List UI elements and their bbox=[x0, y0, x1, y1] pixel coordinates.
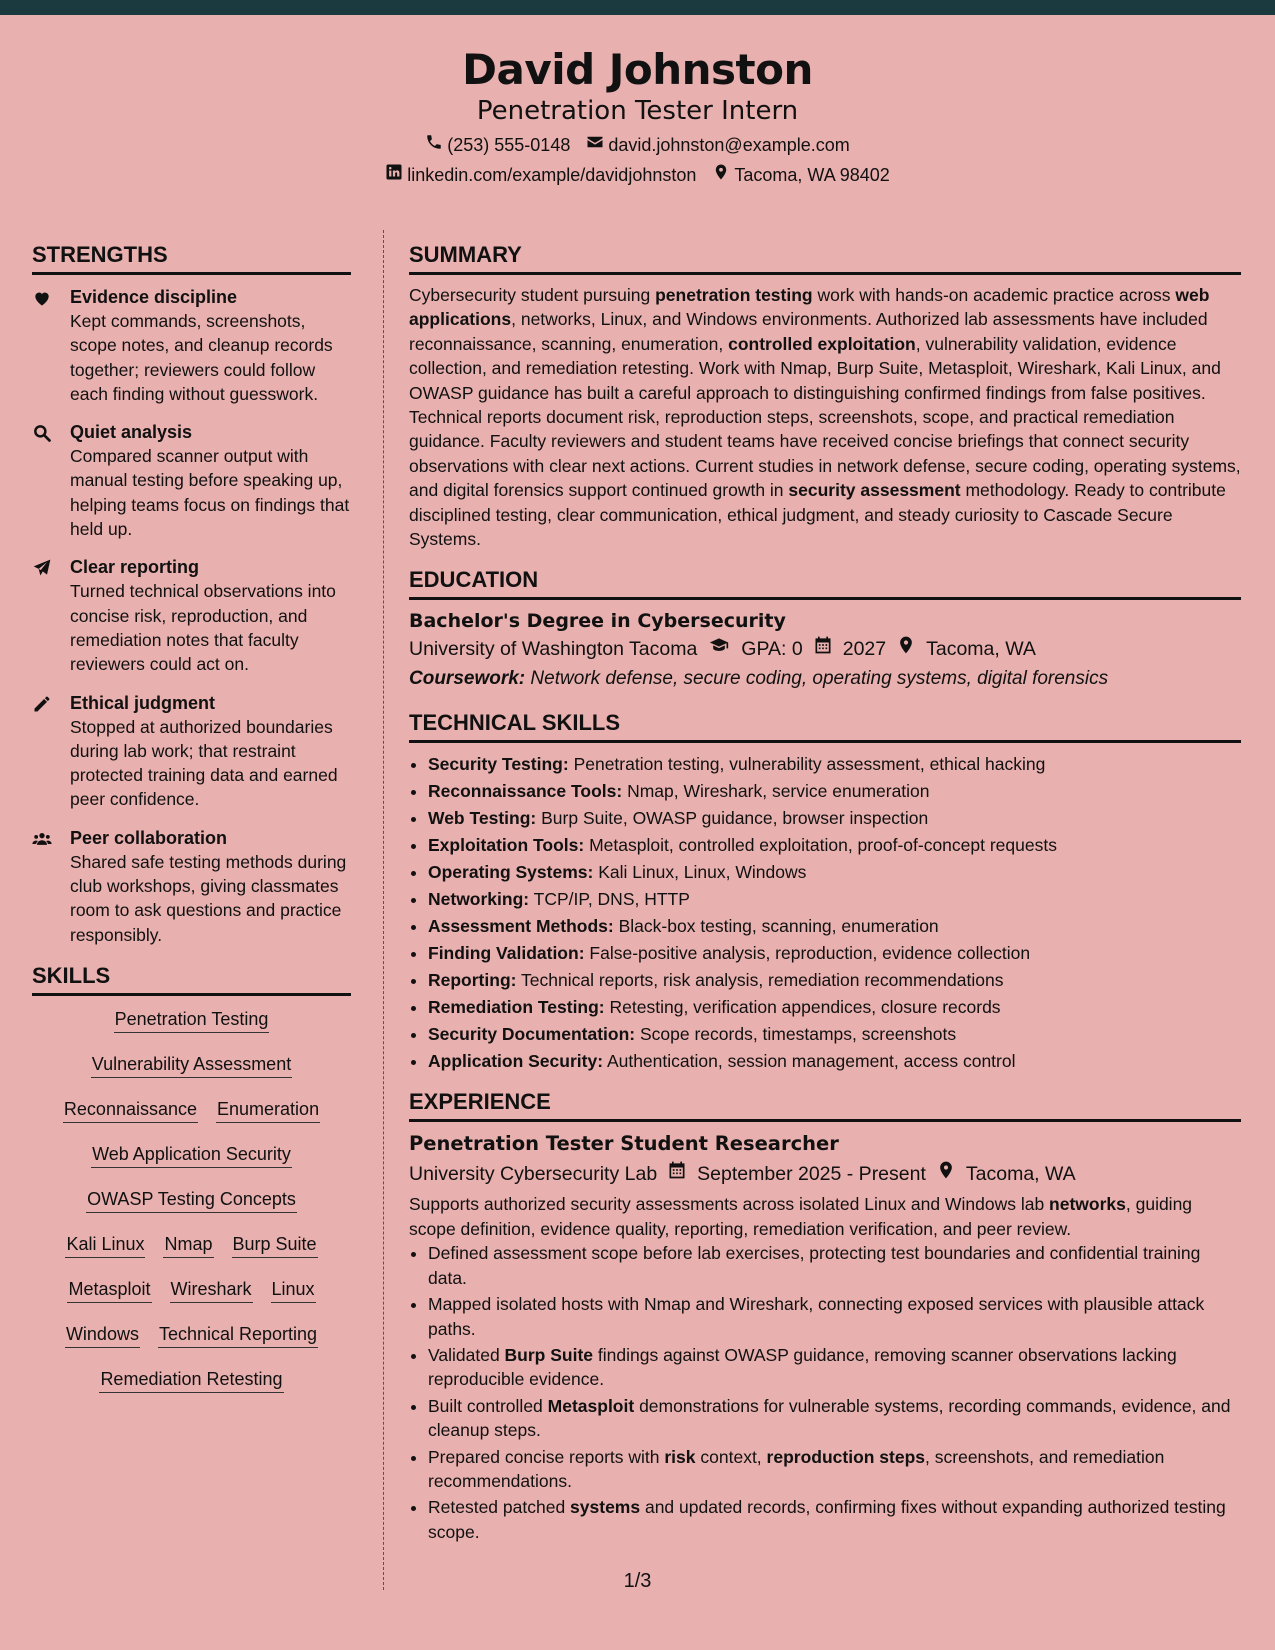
strength-text: Shared safe testing methods during club workshops, giving classmates room to ask questions and practice responsibly. bbox=[70, 851, 347, 945]
gpa-text: GPA: 0 bbox=[741, 638, 803, 661]
right-column bbox=[409, 240, 1241, 1546]
job-dates: September 2025 - Present bbox=[697, 1163, 926, 1186]
skill-tag: Linux bbox=[271, 1276, 316, 1303]
search-icon bbox=[32, 420, 56, 541]
text-segment: and updated records, confirming fixes without expanding authorized testing scope. bbox=[428, 1497, 1226, 1542]
technical-skill-item bbox=[428, 967, 1241, 994]
job-meta bbox=[409, 1158, 1241, 1190]
phone-text: (253) 555-0148 bbox=[447, 135, 571, 155]
technical-skill-item bbox=[428, 886, 1241, 913]
technical-skill-value: Black-box testing, scanning, enumeration bbox=[618, 916, 939, 937]
map-pin-icon bbox=[936, 1158, 956, 1190]
skill-row bbox=[32, 1051, 351, 1096]
strength-text: Turned technical observations into concise risk, reproduction, and remediation notes that faculty reviewers could act on. bbox=[70, 581, 336, 675]
paper-plane-icon bbox=[32, 555, 56, 676]
strength-title: Ethical judgment bbox=[70, 692, 216, 713]
skill-tag: Burp Suite bbox=[232, 1231, 318, 1258]
skill-row bbox=[32, 1231, 351, 1276]
coursework-text: Network defense, secure coding, operating systems, digital forensics bbox=[530, 668, 1109, 690]
technical-skill-value: False-positive analysis, reproduction, evidence collection bbox=[589, 943, 1031, 964]
contact-line-1 bbox=[0, 133, 1275, 157]
job-bullet bbox=[428, 1241, 1241, 1290]
job-title: Penetration Tester Student Researcher bbox=[409, 1132, 839, 1156]
school-location: Tacoma, WA bbox=[926, 638, 1036, 661]
text-segment: work with hands-on academic practice across bbox=[812, 285, 1176, 305]
technical-skill-value: TCP/IP, DNS, HTTP bbox=[533, 889, 690, 910]
technical-skill-value: Burp Suite, OWASP guidance, browser inspection bbox=[541, 808, 929, 829]
technical-skill-label: Assessment Methods: bbox=[428, 916, 614, 937]
coursework bbox=[409, 664, 1241, 694]
employer-name: University Cybersecurity Lab bbox=[409, 1163, 658, 1186]
technical-skill-label: Application Security: bbox=[428, 1051, 604, 1072]
emphasis-text: security assessment bbox=[788, 480, 961, 501]
strength-item bbox=[32, 285, 351, 406]
email-text[interactable]: david.johnston@example.com bbox=[608, 135, 850, 155]
summary-text bbox=[409, 283, 1241, 551]
strength-text: Compared scanner output with manual testing before speaking up, helping teams focus on findings that held up. bbox=[70, 446, 350, 540]
technical-skill-label: Exploitation Tools: bbox=[428, 835, 585, 856]
skill-tag: Enumeration bbox=[216, 1096, 320, 1123]
technical-skill-item bbox=[428, 1021, 1241, 1048]
text-segment: demonstrations for vulnerable systems, recording commands, evidence, and cleanup steps. bbox=[428, 1395, 1231, 1441]
heart-icon bbox=[32, 285, 56, 406]
technical-skills-list bbox=[409, 751, 1241, 1075]
strength-title: Peer collaboration bbox=[70, 827, 228, 848]
strength-text: Stopped at authorized boundaries during lab work; that restraint protected training data and earned peer confidence. bbox=[70, 716, 338, 810]
resume-header bbox=[0, 15, 1275, 205]
strengths-heading: STRENGTHS bbox=[32, 240, 351, 275]
education-heading: EDUCATION bbox=[409, 565, 1241, 600]
skill-row bbox=[32, 1096, 351, 1141]
strength-item bbox=[32, 691, 351, 812]
envelope-icon bbox=[586, 133, 604, 157]
technical-skill-item bbox=[428, 805, 1241, 832]
skill-tag: Wireshark bbox=[170, 1276, 253, 1303]
text-segment: context, bbox=[695, 1446, 767, 1467]
text-segment: Prepared concise reports with bbox=[428, 1446, 665, 1467]
technical-skill-item bbox=[428, 778, 1241, 805]
skill-row bbox=[32, 1186, 351, 1231]
strength-body bbox=[70, 691, 351, 812]
emphasis-text: networks bbox=[1049, 1194, 1126, 1215]
job-bullet bbox=[428, 1292, 1241, 1341]
skill-tag: Reconnaissance bbox=[63, 1096, 198, 1123]
emphasis-text: controlled exploitation bbox=[728, 333, 916, 354]
text-segment: , networks, Linux, and Windows environments. Authorized lab assessments have included reconnaissance, scanning, enumeration, bbox=[409, 309, 1208, 354]
technical-skill-value: Scope records, timestamps, screenshots bbox=[640, 1024, 957, 1045]
technical-skill-label: Operating Systems: bbox=[428, 862, 594, 883]
text-segment: methodology. Ready to contribute disciplined testing, clear communication, ethical judgment, and steady curiosity to Cascade Secure Systems. bbox=[409, 480, 1226, 550]
job-description bbox=[409, 1192, 1241, 1241]
technical-skill-item bbox=[428, 751, 1241, 778]
strength-body bbox=[70, 285, 351, 406]
strength-title: Clear reporting bbox=[70, 557, 200, 578]
job-bullet bbox=[428, 1343, 1241, 1392]
strength-item bbox=[32, 420, 351, 541]
skill-tag: OWASP Testing Concepts bbox=[86, 1186, 297, 1213]
skills-heading: SKILLS bbox=[32, 961, 351, 996]
summary-heading: SUMMARY bbox=[409, 240, 1241, 275]
linkedin-text[interactable]: linkedin.com/example/davidjohnston bbox=[407, 165, 697, 185]
text-segment: Validated bbox=[428, 1344, 505, 1365]
users-icon bbox=[32, 826, 56, 947]
candidate-name: David Johnston bbox=[462, 45, 813, 94]
technical-skill-item bbox=[428, 832, 1241, 859]
job-bullets bbox=[409, 1241, 1241, 1544]
technical-skill-item bbox=[428, 1048, 1241, 1075]
pencil-icon bbox=[32, 691, 56, 812]
skill-row bbox=[32, 1321, 351, 1366]
skill-tag: Nmap bbox=[163, 1231, 213, 1258]
text-segment: Cybersecurity student pursuing bbox=[409, 285, 656, 305]
skill-tag: Vulnerability Assessment bbox=[91, 1051, 292, 1078]
technical-skill-item bbox=[428, 859, 1241, 886]
strength-title: Evidence discipline bbox=[70, 287, 238, 307]
job-bullet bbox=[428, 1445, 1241, 1494]
job-location: Tacoma, WA bbox=[965, 1163, 1076, 1186]
location-text: Tacoma, WA 98402 bbox=[734, 165, 890, 185]
skill-row bbox=[32, 1141, 351, 1186]
phone-contact bbox=[425, 133, 570, 157]
emphasis-text: Metasploit bbox=[547, 1395, 635, 1416]
technical-skill-item bbox=[428, 913, 1241, 940]
technical-skill-value: Penetration testing, vulnerability assessment, ethical hacking bbox=[573, 754, 1046, 775]
school-name: University of Washington Tacoma bbox=[409, 638, 698, 661]
text-segment: Defined assessment scope before lab exercises, protecting test boundaries and confidential training data. bbox=[428, 1243, 1201, 1288]
technical-skill-value: Kali Linux, Linux, Windows bbox=[598, 862, 807, 883]
technical-skill-label: Security Documentation: bbox=[428, 1024, 636, 1045]
strength-body bbox=[70, 555, 351, 676]
technical-skill-item bbox=[428, 994, 1241, 1021]
technical-skill-value: Retesting, verification appendices, closure records bbox=[609, 997, 1001, 1018]
map-pin-icon bbox=[712, 163, 730, 187]
technical-skill-label: Web Testing: bbox=[428, 808, 537, 829]
coursework-label: Coursework: bbox=[409, 668, 526, 690]
experience-heading: EXPERIENCE bbox=[409, 1087, 1241, 1122]
strength-item bbox=[32, 555, 351, 676]
text-segment: Retested patched bbox=[428, 1497, 571, 1518]
technical-skill-label: Remediation Testing: bbox=[428, 997, 605, 1018]
calendar-icon bbox=[667, 1158, 687, 1190]
emphasis-text: web applications bbox=[409, 285, 1210, 330]
strength-title: Quiet analysis bbox=[70, 422, 193, 443]
left-column bbox=[32, 240, 351, 1411]
emphasis-text: systems bbox=[570, 1497, 641, 1518]
strength-text: Kept commands, screenshots, scope notes, and cleanup records together; reviewers could follow each finding without guesswork. bbox=[70, 311, 333, 404]
technical-skill-value: Technical reports, risk analysis, remediation recommendations bbox=[521, 970, 1004, 991]
graduation-year: 2027 bbox=[842, 638, 887, 661]
map-pin-icon bbox=[896, 634, 916, 664]
technical-skills-heading: TECHNICAL SKILLS bbox=[409, 708, 1241, 743]
skill-tag: Windows bbox=[65, 1321, 140, 1348]
job-bullet bbox=[428, 1495, 1241, 1544]
technical-skill-item bbox=[428, 940, 1241, 967]
technical-skill-label: Reconnaissance Tools: bbox=[428, 781, 623, 802]
degree-title: Bachelor's Degree in Cybersecurity bbox=[409, 610, 786, 633]
skill-row bbox=[32, 1006, 351, 1051]
text-segment: Supports authorized security assessments across isolated Linux and Windows lab bbox=[409, 1194, 1050, 1215]
skills-list bbox=[32, 1006, 351, 1411]
text-segment: , guiding scope definition, evidence quality, reporting, remediation verification, and peer review. bbox=[409, 1194, 1193, 1239]
strength-body bbox=[70, 420, 351, 541]
calendar-icon bbox=[813, 634, 833, 664]
page-number: 1/3 bbox=[623, 1570, 652, 1592]
emphasis-text: penetration testing bbox=[655, 285, 813, 305]
emphasis-text: reproduction steps bbox=[766, 1446, 926, 1467]
technical-skill-value: Metasploit, controlled exploitation, proof-of-concept requests bbox=[589, 835, 1057, 856]
skill-tag: Metasploit bbox=[67, 1276, 151, 1303]
technical-skill-value: Authentication, session management, access control bbox=[606, 1051, 1016, 1072]
location-contact bbox=[712, 163, 889, 187]
text-segment: , vulnerability validation, evidence collection, and remediation retesting. Work with Nmap, Burp Suite, Metasploit, Wireshark, Kali Linux, and OWASP guidance has built a careful approach to distinguishing confirmed findings from false positives. Technical reports document risk, reproduction steps, screenshots, scope, and practical remediation guidance. Faculty reviewers and student teams have received concise briefings that connect security observations with clear next actions. Current studies in network defense, secure coding, operating systems, and digital forensics support continued growth in bbox=[409, 333, 1241, 501]
email-contact[interactable] bbox=[586, 133, 849, 157]
skill-tag: Kali Linux bbox=[65, 1231, 145, 1258]
text-segment: , screenshots, and remediation recommendations. bbox=[428, 1446, 1165, 1491]
education-meta bbox=[409, 634, 1241, 664]
job-bullet bbox=[428, 1394, 1241, 1443]
skill-tag: Web Application Security bbox=[91, 1141, 292, 1168]
skill-row bbox=[32, 1276, 351, 1321]
graduation-cap-icon bbox=[707, 634, 731, 664]
column-divider bbox=[383, 230, 384, 1590]
contact-line-2 bbox=[0, 163, 1275, 187]
skill-row bbox=[32, 1366, 351, 1411]
strengths-list bbox=[32, 285, 351, 947]
technical-skill-label: Security Testing: bbox=[428, 754, 569, 775]
candidate-role: Penetration Tester Intern bbox=[476, 96, 799, 126]
emphasis-text: Burp Suite bbox=[504, 1344, 594, 1365]
text-segment: findings against OWASP guidance, removing scanner observations lacking reproducible evidence. bbox=[428, 1344, 1177, 1390]
linkedin-icon bbox=[385, 163, 403, 187]
strength-item bbox=[32, 826, 351, 947]
strength-body bbox=[70, 826, 351, 947]
text-segment: Mapped isolated hosts with Nmap and Wireshark, connecting exposed services with plausible attack paths. bbox=[428, 1294, 1205, 1339]
top-accent-bar bbox=[0, 0, 1275, 15]
skill-tag: Penetration Testing bbox=[114, 1006, 270, 1033]
emphasis-text: risk bbox=[664, 1446, 696, 1467]
technical-skill-value: Nmap, Wireshark, service enumeration bbox=[627, 781, 930, 802]
phone-icon bbox=[425, 133, 443, 157]
text-segment: Built controlled bbox=[428, 1395, 548, 1416]
technical-skill-label: Networking: bbox=[428, 889, 530, 910]
technical-skill-label: Finding Validation: bbox=[428, 943, 585, 964]
skill-tag: Remediation Retesting bbox=[99, 1366, 283, 1393]
technical-skill-label: Reporting: bbox=[428, 970, 517, 991]
skill-tag: Technical Reporting bbox=[158, 1321, 318, 1348]
linkedin-contact[interactable] bbox=[385, 163, 696, 187]
